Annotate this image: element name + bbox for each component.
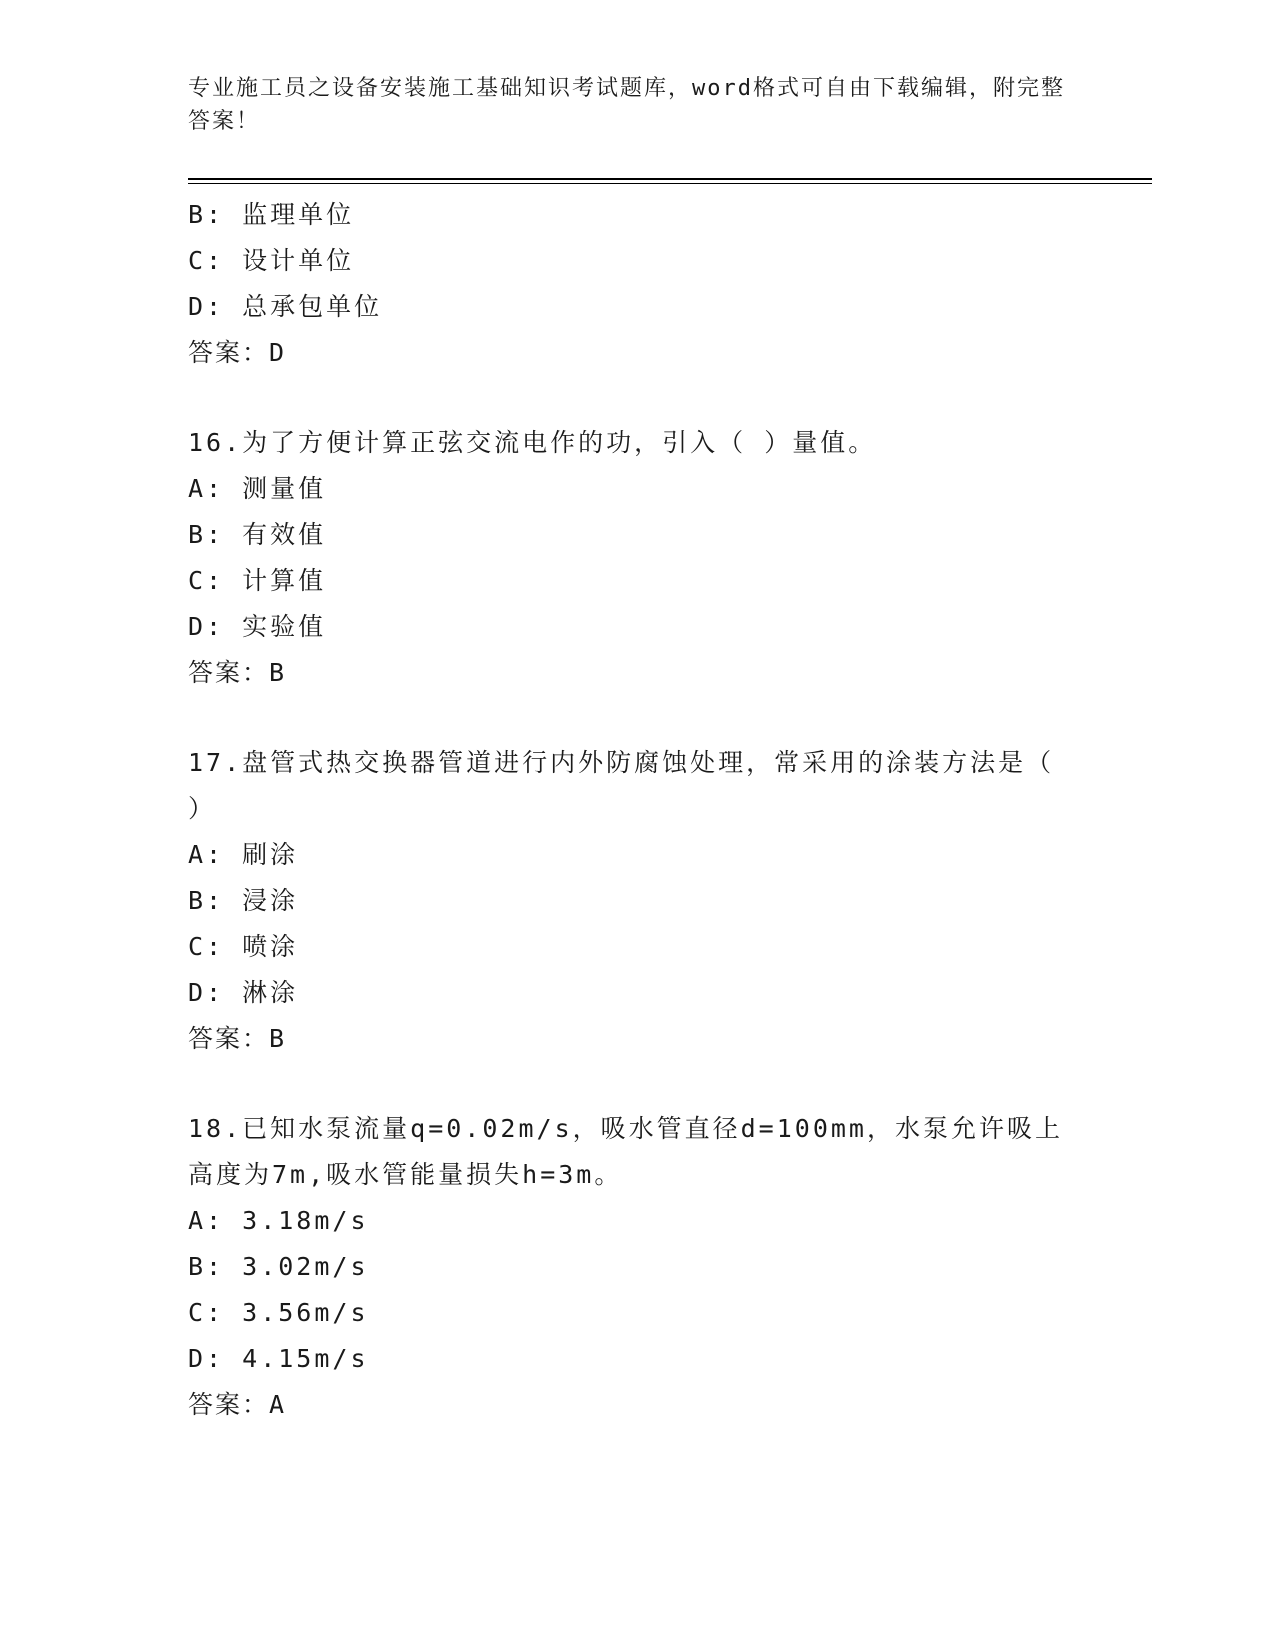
option-c: C: 喷涂	[188, 932, 299, 961]
option-a: A: 3.18m/s	[188, 1206, 369, 1235]
option-d: D: 淋涂	[188, 978, 299, 1007]
answer-line: 答案：B	[188, 658, 287, 687]
question-stem: 16.为了方便计算正弦交流电作的功，引入（ ）量值。	[188, 428, 877, 457]
question-block-18	[188, 1106, 1088, 1428]
option-d: D: 实验值	[188, 612, 327, 641]
option-a: A: 测量值	[188, 474, 327, 503]
option-d: D: 总承包单位	[188, 292, 383, 321]
answer-line: 答案：D	[188, 338, 287, 367]
header-divider-thick	[188, 178, 1152, 180]
option-c: C: 设计单位	[188, 246, 355, 275]
document-body	[188, 192, 1088, 1428]
option-b: B: 浸涂	[188, 886, 299, 915]
question-stem: 18.已知水泵流量q=0.02m/s，吸水管直径d=100mm，水泵允许吸上高度为7m,吸水管能量损失h=3m。	[188, 1114, 1063, 1189]
question-block-16	[188, 420, 1088, 696]
option-c: C: 3.56m/s	[188, 1298, 369, 1327]
answer-line: 答案：B	[188, 1024, 287, 1053]
option-c: C: 计算值	[188, 566, 327, 595]
document-header: 专业施工员之设备安装施工基础知识考试题库，word格式可自由下载编辑，附完整答案！	[188, 76, 1065, 134]
option-a: A: 刷涂	[188, 840, 299, 869]
option-b: B: 3.02m/s	[188, 1252, 369, 1281]
question-stem: 17.盘管式热交换器管道进行内外防腐蚀处理，常采用的涂装方法是（ ）	[188, 748, 1055, 823]
option-b: B: 监理单位	[188, 200, 355, 229]
question-block-17	[188, 740, 1088, 1062]
question-block-15	[188, 192, 1088, 376]
option-b: B: 有效值	[188, 520, 327, 549]
header-divider-thin	[188, 183, 1152, 184]
answer-line: 答案：A	[188, 1390, 287, 1419]
option-d: D: 4.15m/s	[188, 1344, 369, 1373]
